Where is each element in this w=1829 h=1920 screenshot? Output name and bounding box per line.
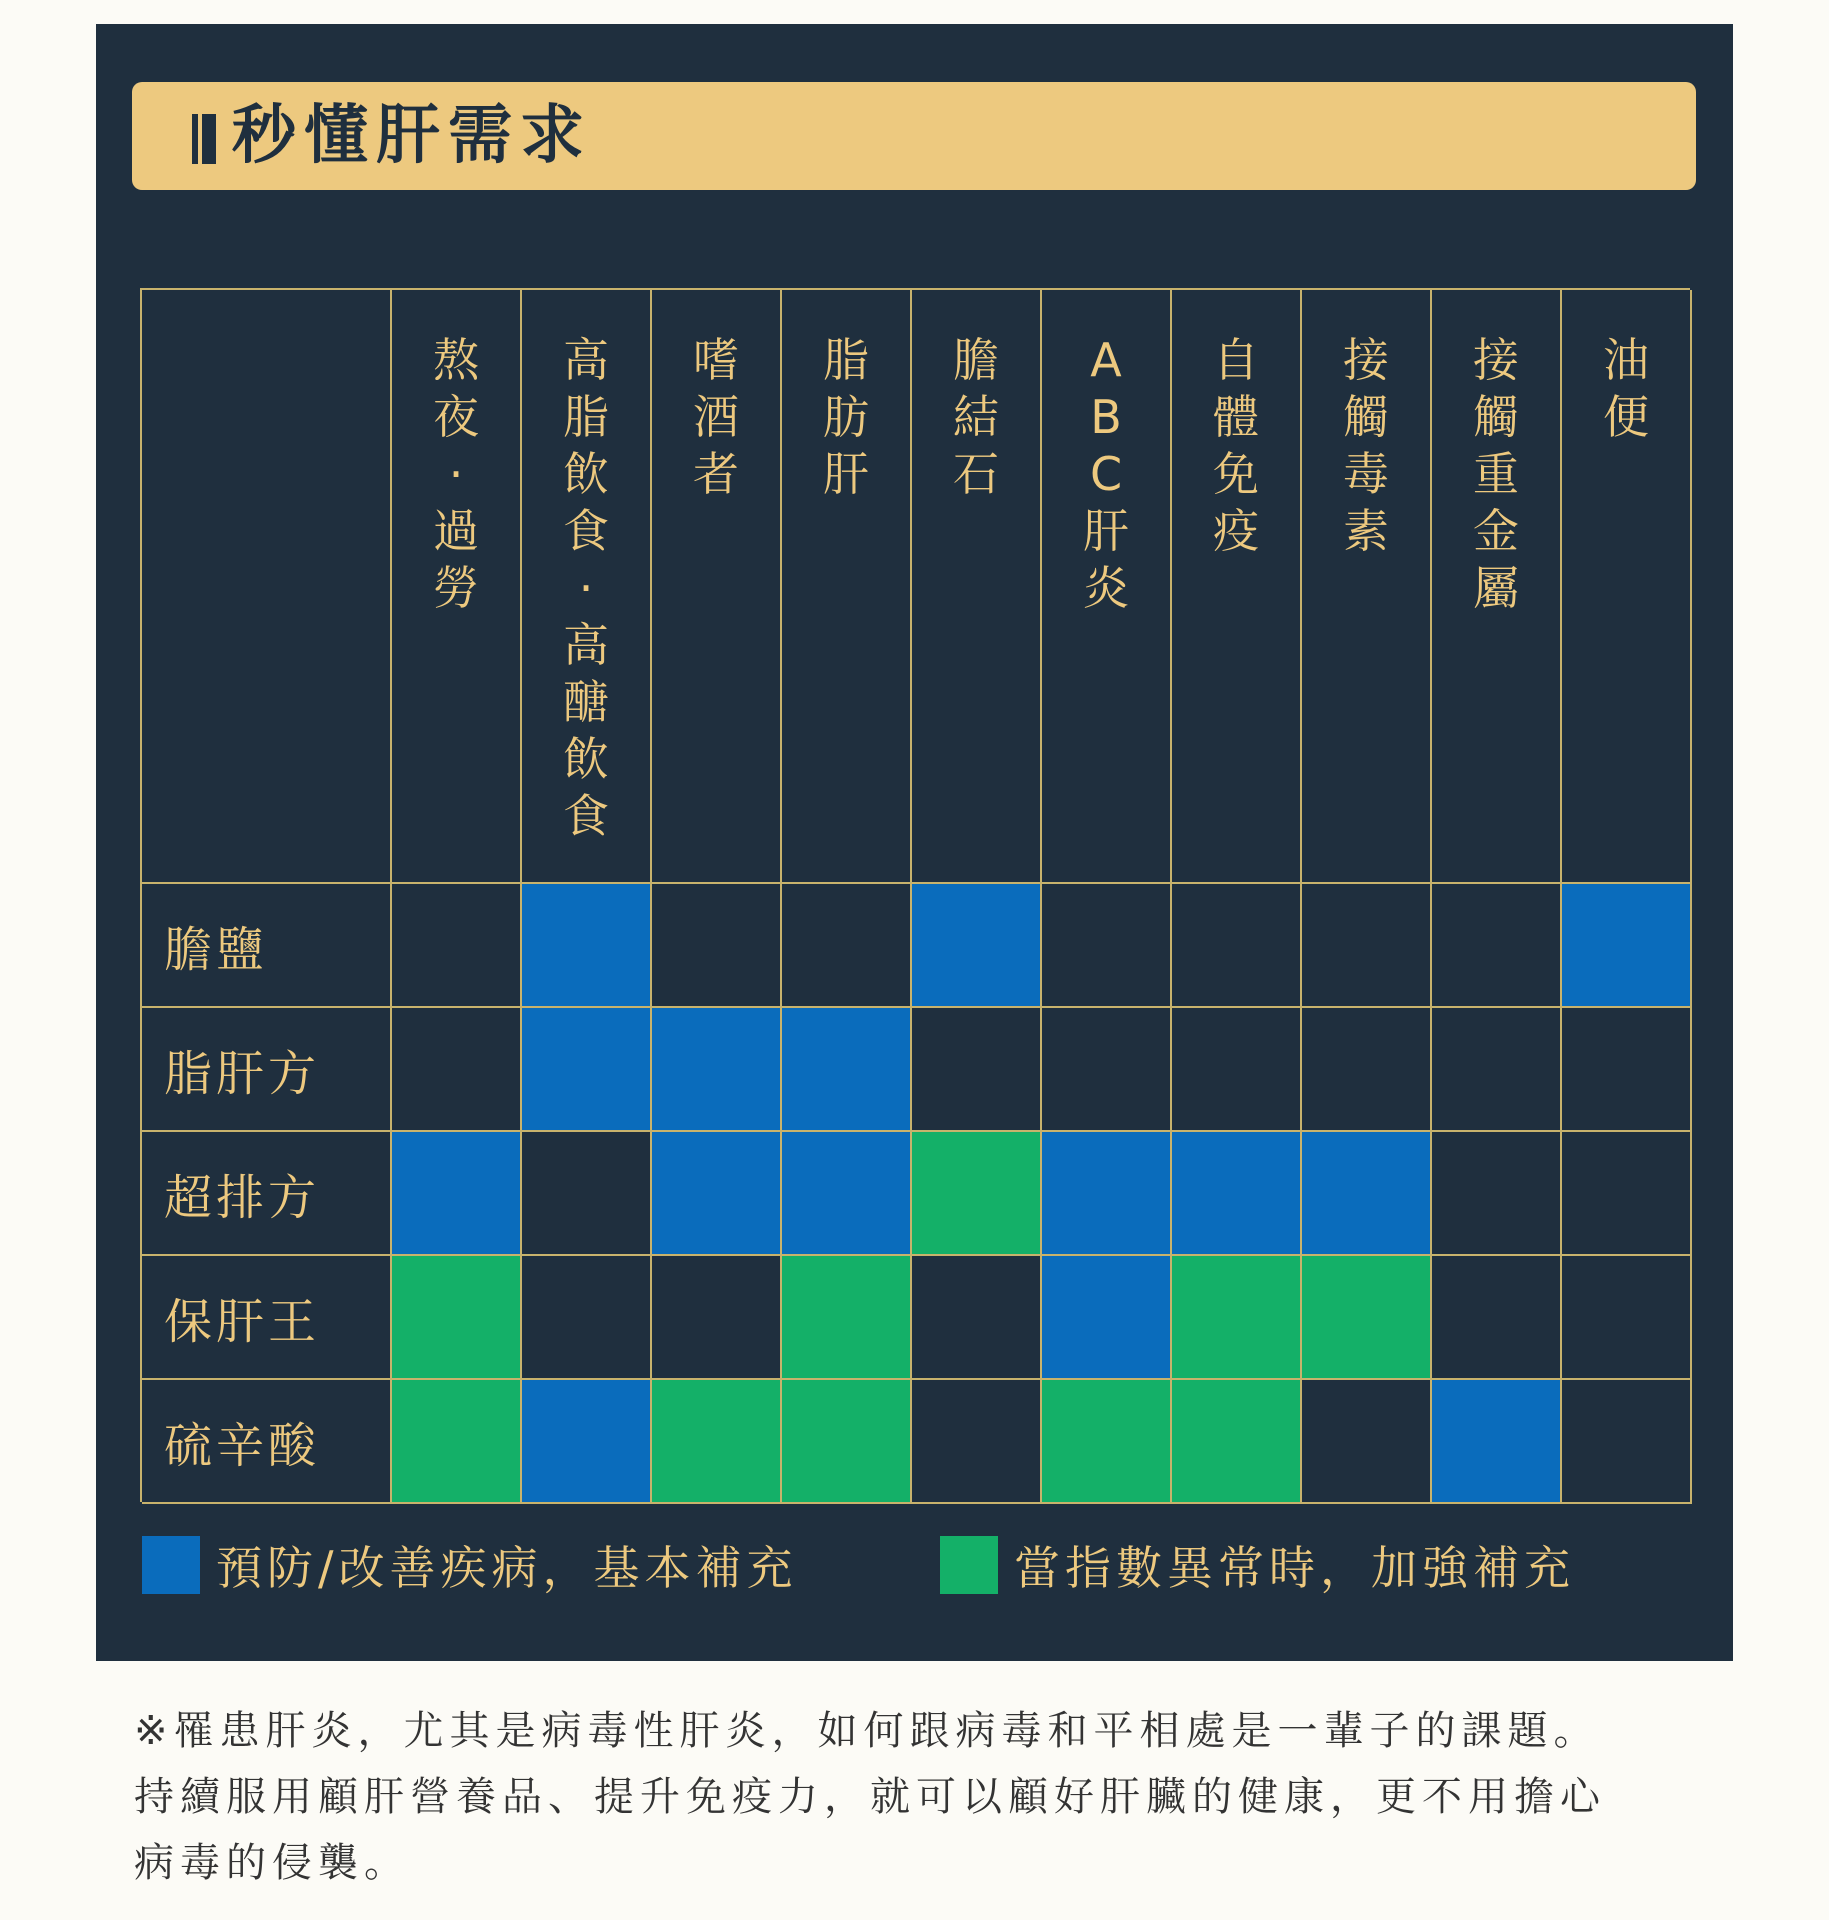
table-cell-green (782, 1380, 912, 1504)
table-cell-green (392, 1380, 522, 1504)
row-label: 膽鹽 (142, 884, 392, 1008)
legend-green-label: 當指數異常時，加強補充 (1014, 1541, 1575, 1595)
column-header: 接 觸 重 金 屬 (1432, 290, 1562, 884)
corner-cell (142, 290, 392, 884)
table-cell-empty (652, 884, 782, 1008)
table-cell-empty (522, 1256, 652, 1380)
table-cell-blue (652, 1132, 782, 1256)
chart-panel (96, 24, 1733, 1661)
footnote (134, 1698, 1714, 1896)
title-marker-icon (192, 114, 220, 164)
table-cell-empty (1432, 884, 1562, 1008)
row-label: 保肝王 (142, 1256, 392, 1380)
legend-blue-swatch (142, 1536, 200, 1594)
table-cell-empty (1562, 1132, 1692, 1256)
table-cell-blue (522, 884, 652, 1008)
table-cell-blue (522, 1380, 652, 1504)
column-header: A B C 肝 炎 (1042, 290, 1172, 884)
footnote-line: 持續服用顧肝營養品、提升免疫力，就可以顧好肝臟的健康，更不用擔心 (134, 1774, 1606, 1820)
table-cell-empty (1562, 1380, 1692, 1504)
table-cell-empty (1302, 1008, 1432, 1132)
table-cell-blue (522, 1008, 652, 1132)
table-cell-green (1172, 1380, 1302, 1504)
table-cell-blue (652, 1008, 782, 1132)
table-cell-blue (1042, 1256, 1172, 1380)
table-cell-empty (1562, 1008, 1692, 1132)
table-cell-blue (1302, 1132, 1432, 1256)
table-cell-green (1042, 1380, 1172, 1504)
column-header: 高 脂 飲 食 · 高 醣 飲 食 (522, 290, 652, 884)
table-cell-empty (1432, 1132, 1562, 1256)
table-cell-blue (912, 884, 1042, 1008)
column-header: 脂 肪 肝 (782, 290, 912, 884)
column-header: 油 便 (1562, 290, 1692, 884)
table-cell-green (392, 1256, 522, 1380)
table-cell-empty (392, 884, 522, 1008)
table-cell-empty (782, 884, 912, 1008)
footnote-line: ※罹患肝炎，尤其是病毒性肝炎，如何跟病毒和平相處是一輩子的課題。 (134, 1708, 1600, 1754)
row-label: 硫辛酸 (142, 1380, 392, 1504)
table-cell-empty (1172, 1008, 1302, 1132)
column-header: 熬 夜 · 過 勞 (392, 290, 522, 884)
table-cell-empty (1172, 884, 1302, 1008)
legend-green (940, 1536, 1575, 1594)
footnote-line: 病毒的侵襲。 (134, 1840, 410, 1886)
table-cell-blue (782, 1132, 912, 1256)
row-label: 超排方 (142, 1132, 392, 1256)
table-cell-empty (912, 1380, 1042, 1504)
table-cell-empty (1042, 884, 1172, 1008)
table-cell-blue (1562, 884, 1692, 1008)
table-cell-empty (912, 1256, 1042, 1380)
page-title: 秒懂肝需求 (232, 99, 592, 173)
table-cell-empty (1432, 1008, 1562, 1132)
table-cell-empty (1042, 1008, 1172, 1132)
table-cell-blue (1172, 1132, 1302, 1256)
table-cell-green (1172, 1256, 1302, 1380)
table-cell-empty (912, 1008, 1042, 1132)
table-cell-blue (782, 1008, 912, 1132)
table-cell-empty (1302, 1380, 1432, 1504)
column-header: 自 體 免 疫 (1172, 290, 1302, 884)
table-cell-green (782, 1256, 912, 1380)
legend-blue (142, 1536, 798, 1594)
table-cell-empty (1432, 1256, 1562, 1380)
table-cell-green (1302, 1256, 1432, 1380)
table-cell-blue (1432, 1380, 1562, 1504)
table-cell-empty (1562, 1256, 1692, 1380)
column-header: 膽 結 石 (912, 290, 1042, 884)
table-cell-empty (652, 1256, 782, 1380)
column-header: 接 觸 毒 素 (1302, 290, 1432, 884)
table-cell-empty (392, 1008, 522, 1132)
table-cell-blue (1042, 1132, 1172, 1256)
table-cell-green (912, 1132, 1042, 1256)
table-cell-empty (1302, 884, 1432, 1008)
legend-blue-label: 預防/改善疾病，基本補充 (216, 1541, 798, 1595)
needs-table (140, 288, 1690, 1502)
title-bar (132, 82, 1696, 190)
table-cell-empty (522, 1132, 652, 1256)
legend-green-swatch (940, 1536, 998, 1594)
column-header: 嗜 酒 者 (652, 290, 782, 884)
table-cell-green (652, 1380, 782, 1504)
table-cell-blue (392, 1132, 522, 1256)
row-label: 脂肝方 (142, 1008, 392, 1132)
